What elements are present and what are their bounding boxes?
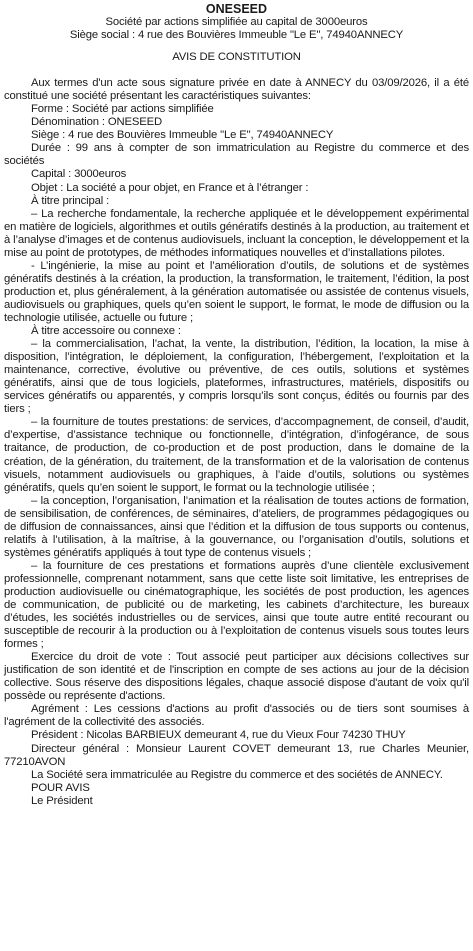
titre-principal-heading: À titre principal : [31, 194, 110, 207]
capital-line: Capital : 3000euros [31, 168, 127, 181]
intro-paragraph: Aux termes d'un acte sous signature privée en date à ANNECY du 03/09/2026, il a été constitué une société présentant les caractéristiques suivantes: [4, 77, 469, 103]
directeur-line: Directeur général : Monsieur Laurent COVET demeurant 13, rue Charles Meunier, 77210AVON [4, 742, 469, 768]
titre-accessoire-heading: À titre accessoire ou connexe : [31, 325, 181, 338]
president-line: Président : Nicolas BARBIEUX demeurant 4, rue du Vieux Four 74230 THUY [31, 729, 406, 742]
immatriculation-line: La Société sera immatriculée au Registre du commerce et des sociétés de ANNECY. [31, 768, 443, 781]
company-name: ONESEED [205, 2, 268, 16]
forme-line: Forme : Société par actions simplifiée [31, 103, 214, 116]
company-subtitle: Société par actions simplifiée au capital de 3000euros [105, 16, 368, 28]
duree-line: Durée : 99 ans à compter de son immatriculation au Registre du commerce et des sociétés [4, 142, 469, 168]
accessoire-paragraph-4: – la fourniture de ces prestations et formations auprès d’une clientèle exclusivement professionnelle, comprenant notamment, sans que cette liste soit limitative, les entreprises de production audiovisuelle ou cinématographique, les sociétés de post production, les agences de communication, de publicité ou de marketing, les cabinets d’architecture, les bureaux d’études, les sociétés industrielles ou de services, ainsi que toute autre entité recourant ou susceptible de recourir à la production ou à l’exploitation de contenus visuels sous toutes leurs formes ; [4, 559, 469, 651]
spacer [4, 64, 469, 77]
objet-line: Objet : La société a pour objet, en France et à l’étranger : [31, 181, 309, 194]
agrement-paragraph: Agrément : Les cessions d'actions au profit d'associés ou de tiers sont soumises à l'agrément de la collectivité des associés. [4, 703, 469, 729]
principal-paragraph-2: - L’ingénierie, la mise au point et l’amélioration d’outils, de solutions et de systèmes génératifs destinés à la création, la production, la transformation, le traitement, l’édition, la post production et, plus généralement, à la génération automatisée ou assistée de contenus visuels, audiovisuels ou graphiques, quels qu’en soient le support, le format, le mode de diffusion ou la technologie utilisée, actuelle ou future ; [4, 259, 469, 324]
notice-title: AVIS DE CONSTITUTION [172, 51, 301, 64]
signature-line: Le Président [31, 794, 93, 807]
spacer [4, 42, 469, 51]
pour-avis-line: POUR AVIS [31, 781, 90, 794]
accessoire-paragraph-3: – la conception, l’organisation, l’animation et la réalisation de toutes actions de formation, de sensibilisation, de conférences, de séminaires, d’ateliers, de programmes pédagogiques ou de diffusion de connaissances, ainsi que l’édition et la diffusion de tous supports ou contenus, relatifs à l’utilisation, à la maîtrise, à la gouvernance, ou l’organisation d’outils, solutions et systèmes génératifs appliqués à tout type de contenus visuels ; [4, 494, 469, 559]
accessoire-paragraph-1: – la commercialisation, l’achat, la vente, la distribution, l’édition, la location, la mise à disposition, l’intégration, le déploiement, la configuration, l’hébergement, l’exploitation et la maintenance, corrective, évolutive ou préventive, de ces outils, solutions et systèmes génératifs, ainsi que de tous logiciels, plateformes, infrastructures, matériels, dispositifs ou services génératifs ou apparentés, y compris lorsqu’ils sont conçus, édités ou fournis par des tiers ; [4, 338, 469, 416]
accessoire-paragraph-2: – la fourniture de toutes prestations: de services, d’accompagnement, de conseil, d’audit, d’expertise, d’assistance technique ou fonctionnelle, d’intégration, d’infogérance, de sous traitance, de production, de co-production et de post production, dans le domaine de la création, de la génération, du traitement, de la transformation et de la valorisation de contenus visuels, notamment audiovisuels ou graphiques, à l’aide d’outils, solutions ou systèmes génératifs, quels qu’en soient le support, le format ou la technologie utilisée ; [4, 416, 469, 494]
principal-paragraph-1: – La recherche fondamentale, la recherche appliquée et le développement expérimental en matière de logiciels, algorithmes et outils génératifs destinés à la production, au traitement et à l’analyse d’images et de contenus audiovisuels, incluant la conception, le développement et la mise au point de prototypes, de méthodes informatiques nouvelles et d’installations pilotes. [4, 207, 469, 259]
vote-paragraph: Exercice du droit de vote : Tout associé peut participer aux décisions collectives sur justification de son identité et de l'inscription en compte de ses actions au jour de la décision collective. Sous réserve des dispositions légales, chaque associé dispose d'autant de voix qu'il possède ou représente d'actions. [4, 651, 469, 703]
denomination-line: Dénomination : ONESEED [31, 116, 163, 129]
siege-line: Siège : 4 rue des Bouvières Immeuble "Le E", 74940ANNECY [31, 129, 334, 142]
company-address: Siège social : 4 rue des Bouvières Immeuble "Le E", 74940ANNECY [69, 29, 404, 42]
